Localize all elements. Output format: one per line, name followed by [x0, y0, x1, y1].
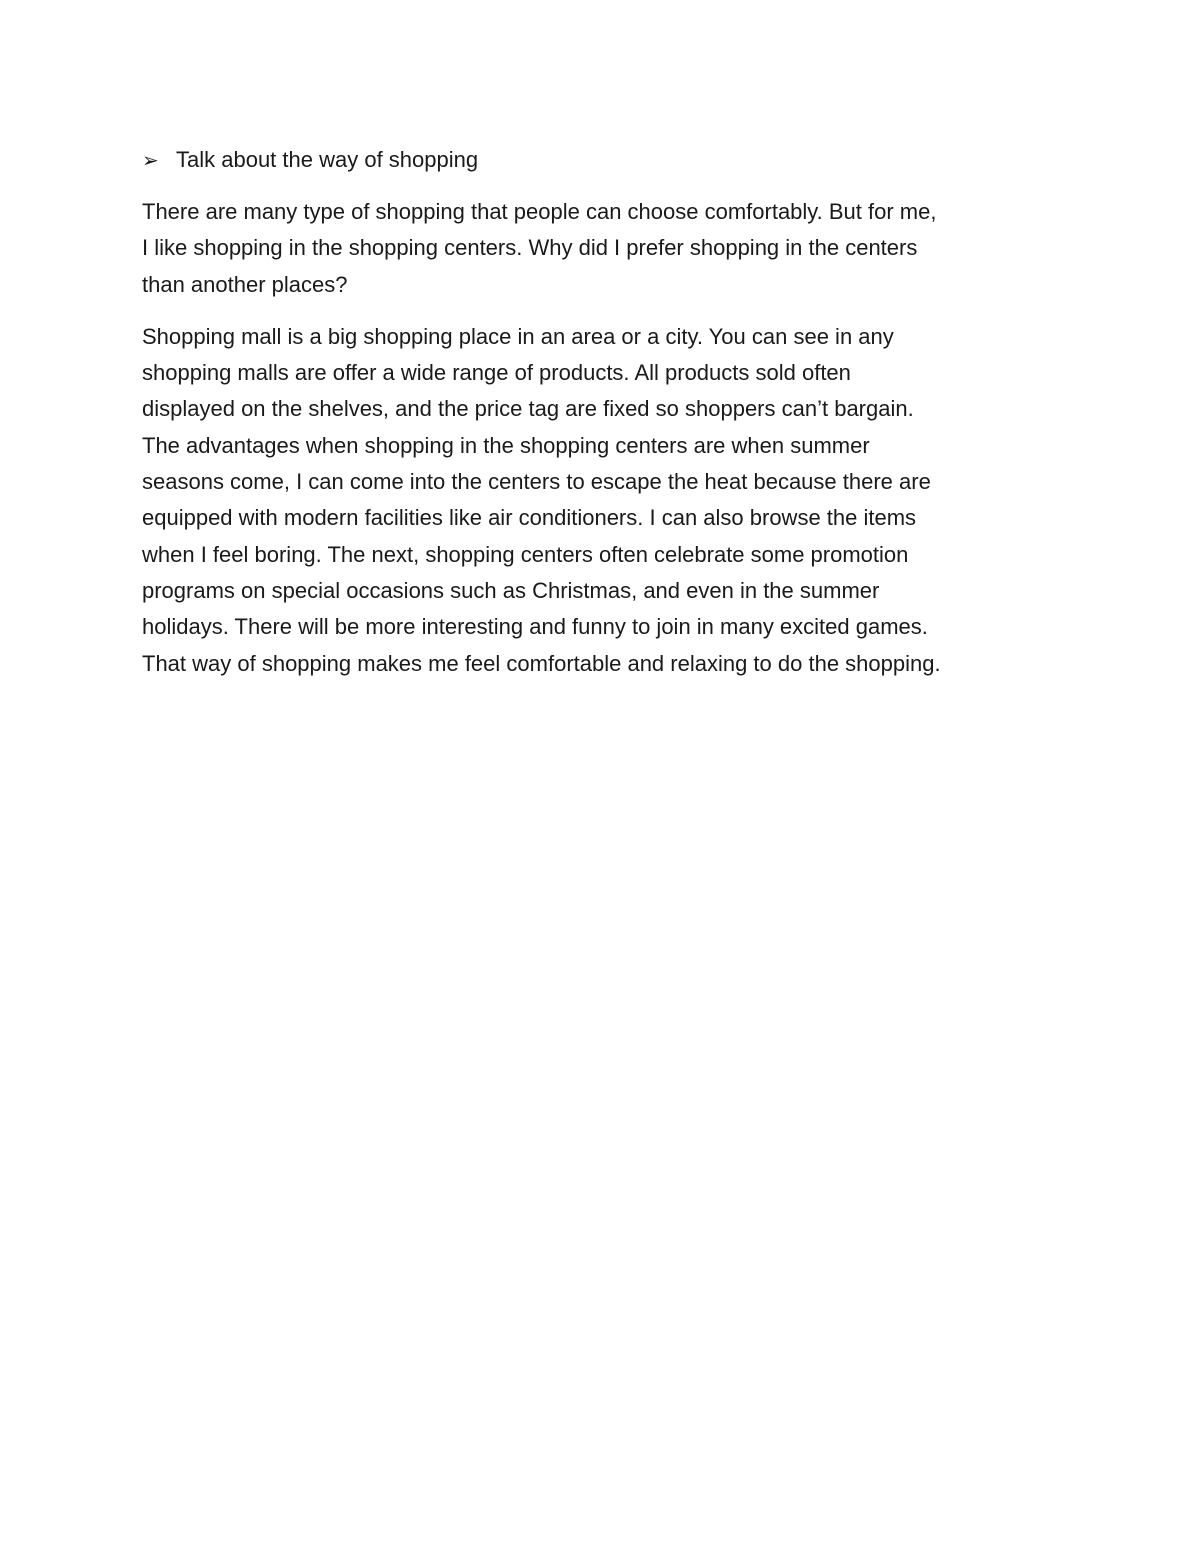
paragraph-line: than another places?	[142, 271, 348, 297]
paragraph-line: displayed on the shelves, and the price tag are fixed so shoppers can’t bargain.	[142, 396, 914, 422]
paragraph-line: That way of shopping makes me feel comfortable and relaxing to do the shopping.	[142, 650, 941, 676]
paragraph-intro	[142, 194, 1072, 303]
paragraph-line: equipped with modern facilities like air conditioners. I can also browse the items	[142, 505, 917, 531]
paragraph-line: Shopping mall is a big shopping place in an area or a city. You can see in any	[142, 323, 894, 349]
paragraph-line: The advantages when shopping in the shopping centers are when summer	[142, 432, 870, 458]
paragraph-line: There are many type of shopping that people can choose comfortably. But for me,	[142, 199, 937, 224]
paragraph-line: holidays. There will be more interesting and funny to join in many excited games.	[142, 614, 928, 640]
paragraph-line: I like shopping in the shopping centers. Why did I prefer shopping in the centers	[142, 235, 918, 261]
bullet-heading	[142, 142, 1072, 178]
arrow-bullet-icon: ➢	[142, 148, 159, 172]
bullet-heading-text: Talk about the way of shopping	[176, 147, 479, 172]
paragraph-line: seasons come, I can come into the centers to escape the heat because there are	[142, 469, 931, 495]
document-body	[142, 142, 1072, 698]
paragraph-line: shopping malls are offer a wide range of products. All products sold often	[142, 360, 851, 386]
paragraph-line: programs on special occasions such as Christmas, and even in the summer	[142, 577, 880, 603]
paragraph-body	[142, 319, 1072, 682]
paragraph-line: when I feel boring. The next, shopping centers often celebrate some promotion	[142, 541, 909, 567]
